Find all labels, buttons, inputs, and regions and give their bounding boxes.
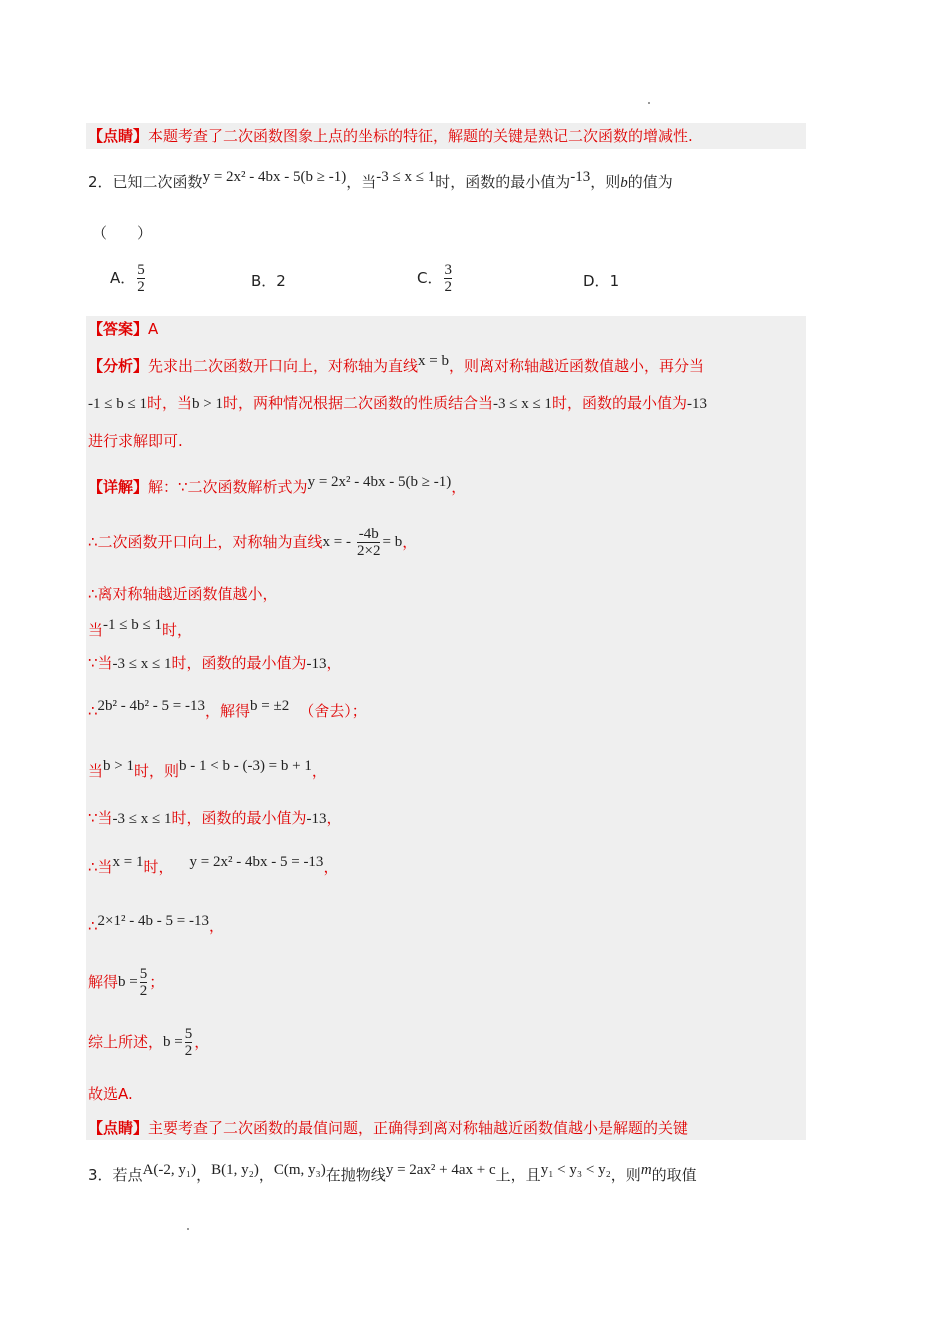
analysis-formula: -3 ≤ x ≤ 1 — [492, 396, 552, 412]
bottom-note — [88, 1117, 688, 1139]
detail-line-1 — [88, 476, 466, 499]
detail-fraction — [140, 966, 148, 999]
detail-text: 当 — [88, 762, 104, 780]
detail-text: 解：∵二次函数解析式为 — [148, 478, 308, 496]
detail-text: ， — [402, 533, 418, 551]
detail-line-5 — [88, 652, 342, 675]
q3-var: m — [640, 1162, 652, 1178]
detail-formula: b = — [163, 1034, 183, 1050]
detail-formula: y = 2x² - 4bx - 5(b ≥ -1) — [307, 474, 452, 490]
detail-formula: b = ±2 — [250, 698, 290, 714]
detail-line-4 — [88, 619, 192, 642]
q3-parabola: y = 2ax² + 4ax + c — [385, 1162, 496, 1178]
option-fraction — [444, 262, 452, 295]
note-text: 主要考查了二次函数的最值问题，正确得到离对称轴越近函数值越小是解题的关键 — [148, 1119, 689, 1137]
detail-text: ∵当 — [88, 809, 113, 827]
detail-text: ， — [311, 762, 327, 780]
analysis-formula: -13 — [686, 396, 707, 412]
analysis-text: 时，函数的最小值为 — [551, 394, 687, 412]
option-label: C． — [417, 269, 443, 287]
detail-text: （舍去）； — [299, 702, 367, 720]
option-value: 1 — [609, 272, 620, 290]
detail-text: 时，函数的最小值为 — [171, 809, 307, 827]
q3-inequality: y₁ < y₃ < y₂ — [540, 1162, 611, 1178]
note-tag: 【点睛】 — [88, 127, 149, 145]
q3-text: ， — [258, 1166, 274, 1184]
q2-paren: （ ） — [92, 224, 153, 242]
detail-formula: -3 ≤ x ≤ 1 — [112, 811, 172, 827]
detail-formula: -1 ≤ b ≤ 1 — [103, 617, 162, 633]
detail-text: 时，则 — [133, 762, 179, 780]
analysis-text: 先求出二次函数开口向上，对称轴为直线 — [148, 357, 419, 375]
detail-text: ∴ — [88, 917, 98, 935]
detail-formula: 2b² - 4b² - 5 = -13 — [97, 698, 205, 714]
option-label: B． — [251, 272, 277, 290]
option-a[interactable] — [110, 258, 147, 298]
denominator: 2×2 — [357, 542, 381, 559]
q2-text: ，则 — [590, 173, 621, 191]
detail-line-11 — [88, 962, 164, 1002]
option-c[interactable] — [417, 258, 454, 298]
q3-text: ， — [196, 1166, 212, 1184]
detail-text: ， — [323, 858, 339, 876]
q3-text: 在抛物线 — [325, 1166, 386, 1184]
detail-text: 时，函数的最小值为 — [171, 654, 307, 672]
q2-var: b — [620, 175, 628, 191]
detail-fraction — [357, 526, 380, 559]
detail-text: ∴当 — [88, 858, 113, 876]
detail-text: ， — [451, 478, 467, 496]
detail-formula: b - 1 < b - (-3) = b + 1 — [179, 758, 312, 774]
detail-text: 综上所述， — [88, 1033, 164, 1051]
detail-text: ； — [149, 973, 165, 991]
scan-dot — [187, 1228, 189, 1230]
q2-min-value: -13 — [570, 169, 591, 185]
answer-value: A — [148, 320, 159, 338]
detail-text: ， — [208, 917, 224, 935]
analysis-formula: -1 ≤ b ≤ 1 — [88, 396, 147, 412]
detail-line-3: ∴离对称轴越近函数值越小， — [88, 585, 278, 603]
answer-tag: 【答案】 — [88, 320, 149, 338]
analysis-line-1 — [88, 355, 704, 378]
q2-function: y = 2x² - 4bx - 5(b ≥ -1) — [202, 169, 347, 185]
detail-formula: x = 1 — [112, 854, 144, 870]
q3-point-b: B(1, y₂) — [211, 1162, 259, 1178]
numerator: 5 — [139, 965, 148, 982]
option-fraction — [137, 262, 145, 295]
detail-line-2 — [88, 522, 417, 562]
analysis-formula: b > 1 — [191, 396, 223, 412]
note-text: 本题考查了二次函数图象上点的坐标的特征，解题的关键是熟记二次函数的增减性. — [148, 127, 693, 145]
denominator: 2 — [184, 1042, 193, 1059]
q2-text: 的值为 — [627, 173, 673, 191]
q3-text: 上，且 — [495, 1166, 541, 1184]
detail-text: ∴ — [88, 702, 98, 720]
q3-stem — [88, 1164, 697, 1187]
denominator: 2 — [139, 982, 148, 999]
note-tag: 【点睛】 — [88, 1119, 149, 1137]
detail-line-8 — [88, 807, 342, 830]
top-note — [88, 125, 693, 147]
scan-dot — [648, 102, 650, 104]
detail-text: 当 — [88, 621, 104, 639]
analysis-line-2 — [88, 392, 707, 415]
q3-text: 若点 — [112, 1166, 143, 1184]
detail-tag: 【详解】 — [88, 478, 149, 496]
detail-text: ， — [326, 809, 342, 827]
detail-formula: -13 — [306, 656, 327, 672]
detail-line-12 — [88, 1022, 209, 1062]
denominator: 2 — [137, 278, 145, 295]
q2-text: ，当 — [346, 173, 377, 191]
numerator: 5 — [184, 1025, 193, 1042]
option-value: 2 — [276, 272, 286, 290]
detail-formula: = b — [382, 534, 403, 550]
detail-text: ， — [194, 1033, 210, 1051]
option-label: A． — [110, 269, 136, 287]
question-number: 2． — [88, 173, 113, 191]
q2-range: -3 ≤ x ≤ 1 — [376, 169, 436, 185]
numerator: 3 — [444, 261, 452, 278]
q3-text: 的取值 — [651, 1166, 697, 1184]
solution-band — [86, 316, 806, 1140]
detail-text: ， — [326, 654, 342, 672]
detail-line-10 — [88, 915, 224, 938]
detail-line-9 — [88, 856, 338, 879]
detail-text: 解得 — [88, 973, 119, 991]
answer-line — [88, 318, 158, 340]
analysis-text: ，则离对称轴越近函数值越小，再分当 — [449, 357, 705, 375]
question-number: 3． — [88, 1166, 113, 1184]
option-d[interactable] — [583, 270, 619, 292]
q2-text: 时，函数的最小值为 — [435, 173, 571, 191]
analysis-formula: x = b — [418, 353, 449, 369]
detail-line-6 — [88, 700, 367, 723]
q2-text: 已知二次函数 — [112, 173, 203, 191]
detail-formula: b > 1 — [103, 758, 134, 774]
detail-formula: b = — [118, 974, 138, 990]
option-label: D． — [583, 272, 610, 290]
numerator: -4b — [358, 525, 379, 542]
analysis-tag: 【分析】 — [88, 357, 149, 375]
q3-point-c: C(m, y₃) — [273, 1162, 326, 1178]
detail-formula: x = - — [322, 534, 352, 550]
option-b[interactable] — [251, 270, 286, 292]
detail-fraction — [185, 1026, 193, 1059]
detail-formula: -13 — [306, 811, 327, 827]
numerator: 5 — [137, 261, 145, 278]
detail-text: 时， — [143, 858, 174, 876]
q3-point-a: A(-2, y₁) — [142, 1162, 197, 1178]
detail-line-7 — [88, 760, 327, 783]
detail-text: ∴二次函数开口向上，对称轴为直线 — [88, 533, 323, 551]
denominator: 2 — [444, 278, 452, 295]
detail-text: 时， — [161, 621, 192, 639]
analysis-text: 时，当 — [146, 394, 192, 412]
analysis-line-3: 进行求解即可. — [88, 432, 183, 450]
detail-text: ，解得 — [205, 702, 251, 720]
detail-formula: -3 ≤ x ≤ 1 — [112, 656, 172, 672]
detail-text: ∵当 — [88, 654, 113, 672]
detail-line-13: 故选A. — [88, 1085, 133, 1103]
q3-text: ，则 — [610, 1166, 641, 1184]
analysis-text: 时，两种情况根据二次函数的性质结合当 — [222, 394, 493, 412]
detail-formula: y = 2x² - 4bx - 5 = -13 — [189, 854, 324, 870]
q2-stem — [88, 171, 673, 194]
detail-formula: 2×1² - 4b - 5 = -13 — [97, 913, 209, 929]
